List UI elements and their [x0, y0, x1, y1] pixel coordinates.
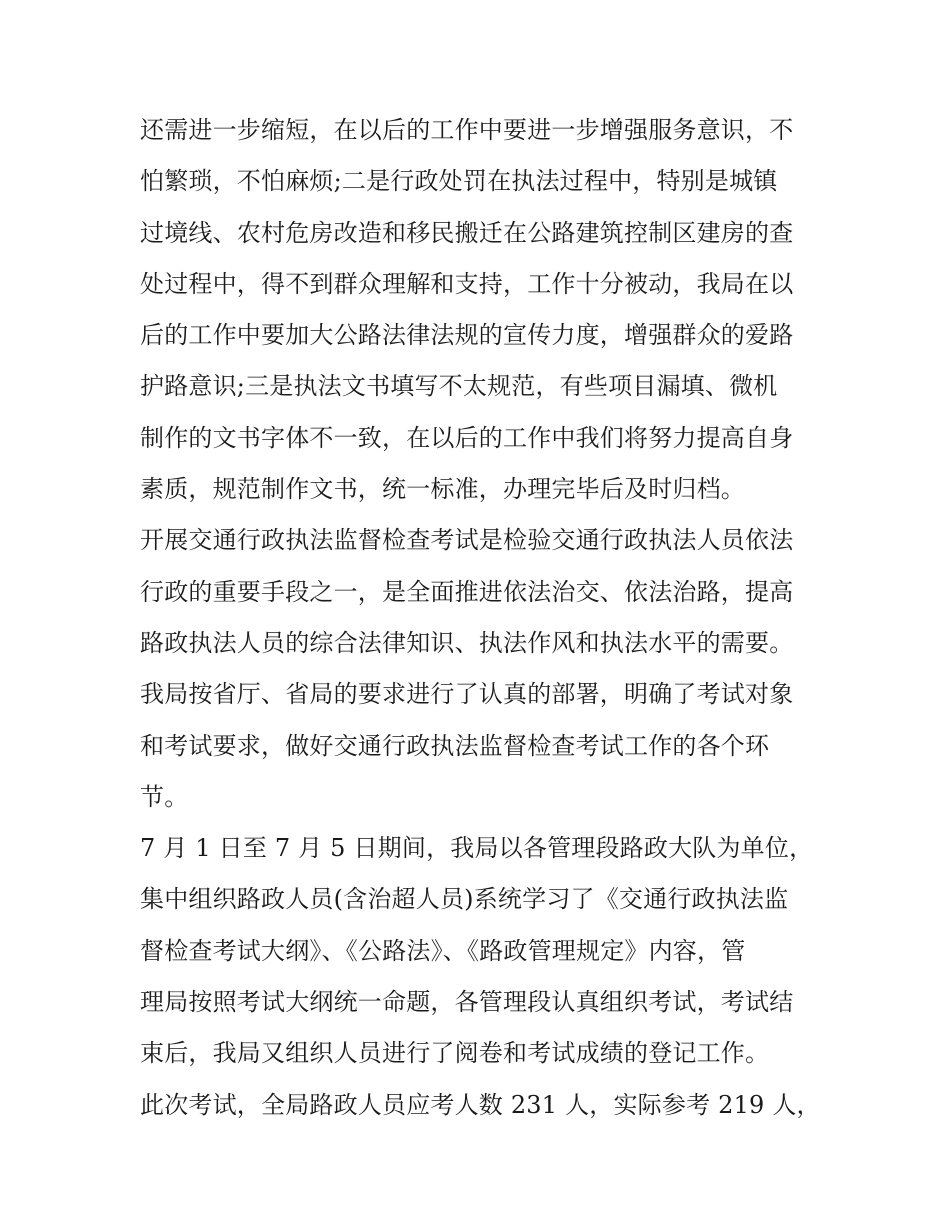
text-line: 和考试要求，做好交通行政执法监督检查考试工作的各个环: [140, 731, 770, 760]
document-body: [140, 105, 830, 1131]
text-line: 此次考试，全局路政人员应考人数 231 人，实际参考 219 人，: [140, 1090, 821, 1119]
text-line: 开展交通行政执法监督检查考试是检验交通行政执法人员依法: [140, 526, 794, 555]
text-line: 过境线、农村危房改造和移民搬迁在公路建筑控制区建房的查: [140, 218, 794, 247]
text-line: 护路意识;三是执法文书填写不太规范，有些项目漏填、微机: [140, 372, 778, 401]
text-line: 节。: [140, 782, 189, 811]
text-line: 我局按省厅、省局的要求进行了认真的部署，明确了考试对象: [140, 680, 794, 709]
text-line: 集中组织路政人员(含治超人员)系统学习了《交通行政执法监: [140, 885, 789, 914]
text-line: 理局按照考试大纲统一命题，各管理段认真组织考试，考试结: [140, 988, 794, 1017]
text-line: 怕繁琐，不怕麻烦;二是行政处罚在执法过程中，特别是城镇: [140, 167, 778, 196]
text-line: 后的工作中要加大公路法律法规的宣传力度，增强群众的爱路: [140, 321, 794, 350]
text-line: 行政的重要手段之一，是全面推进依法治交、依法治路，提高: [140, 577, 794, 606]
text-line: 还需进一步缩短，在以后的工作中要进一步增强服务意识，不: [140, 116, 794, 144]
text-line: 路政执法人员的综合法律知识、执法作风和执法水平的需要。: [140, 628, 794, 657]
text-line: 督检查考试大纲》、《公路法》、《路政管理规定》内容，管: [140, 936, 746, 965]
text-line: 束后，我局又组织人员进行了阅卷和考试成绩的登记工作。: [140, 1039, 770, 1068]
text-line: 7 月 1 日至 7 月 5 日期间，我局以各管理段路政大队为单位，: [140, 834, 814, 863]
text-line: 处过程中，得不到群众理解和支持，工作十分被动，我局在以: [140, 269, 794, 298]
text-line: 素质，规范制作文书，统一标准，办理完毕后及时归档。: [140, 475, 745, 504]
text-line: 制作的文书字体不一致，在以后的工作中我们将努力提高自身: [140, 423, 794, 452]
